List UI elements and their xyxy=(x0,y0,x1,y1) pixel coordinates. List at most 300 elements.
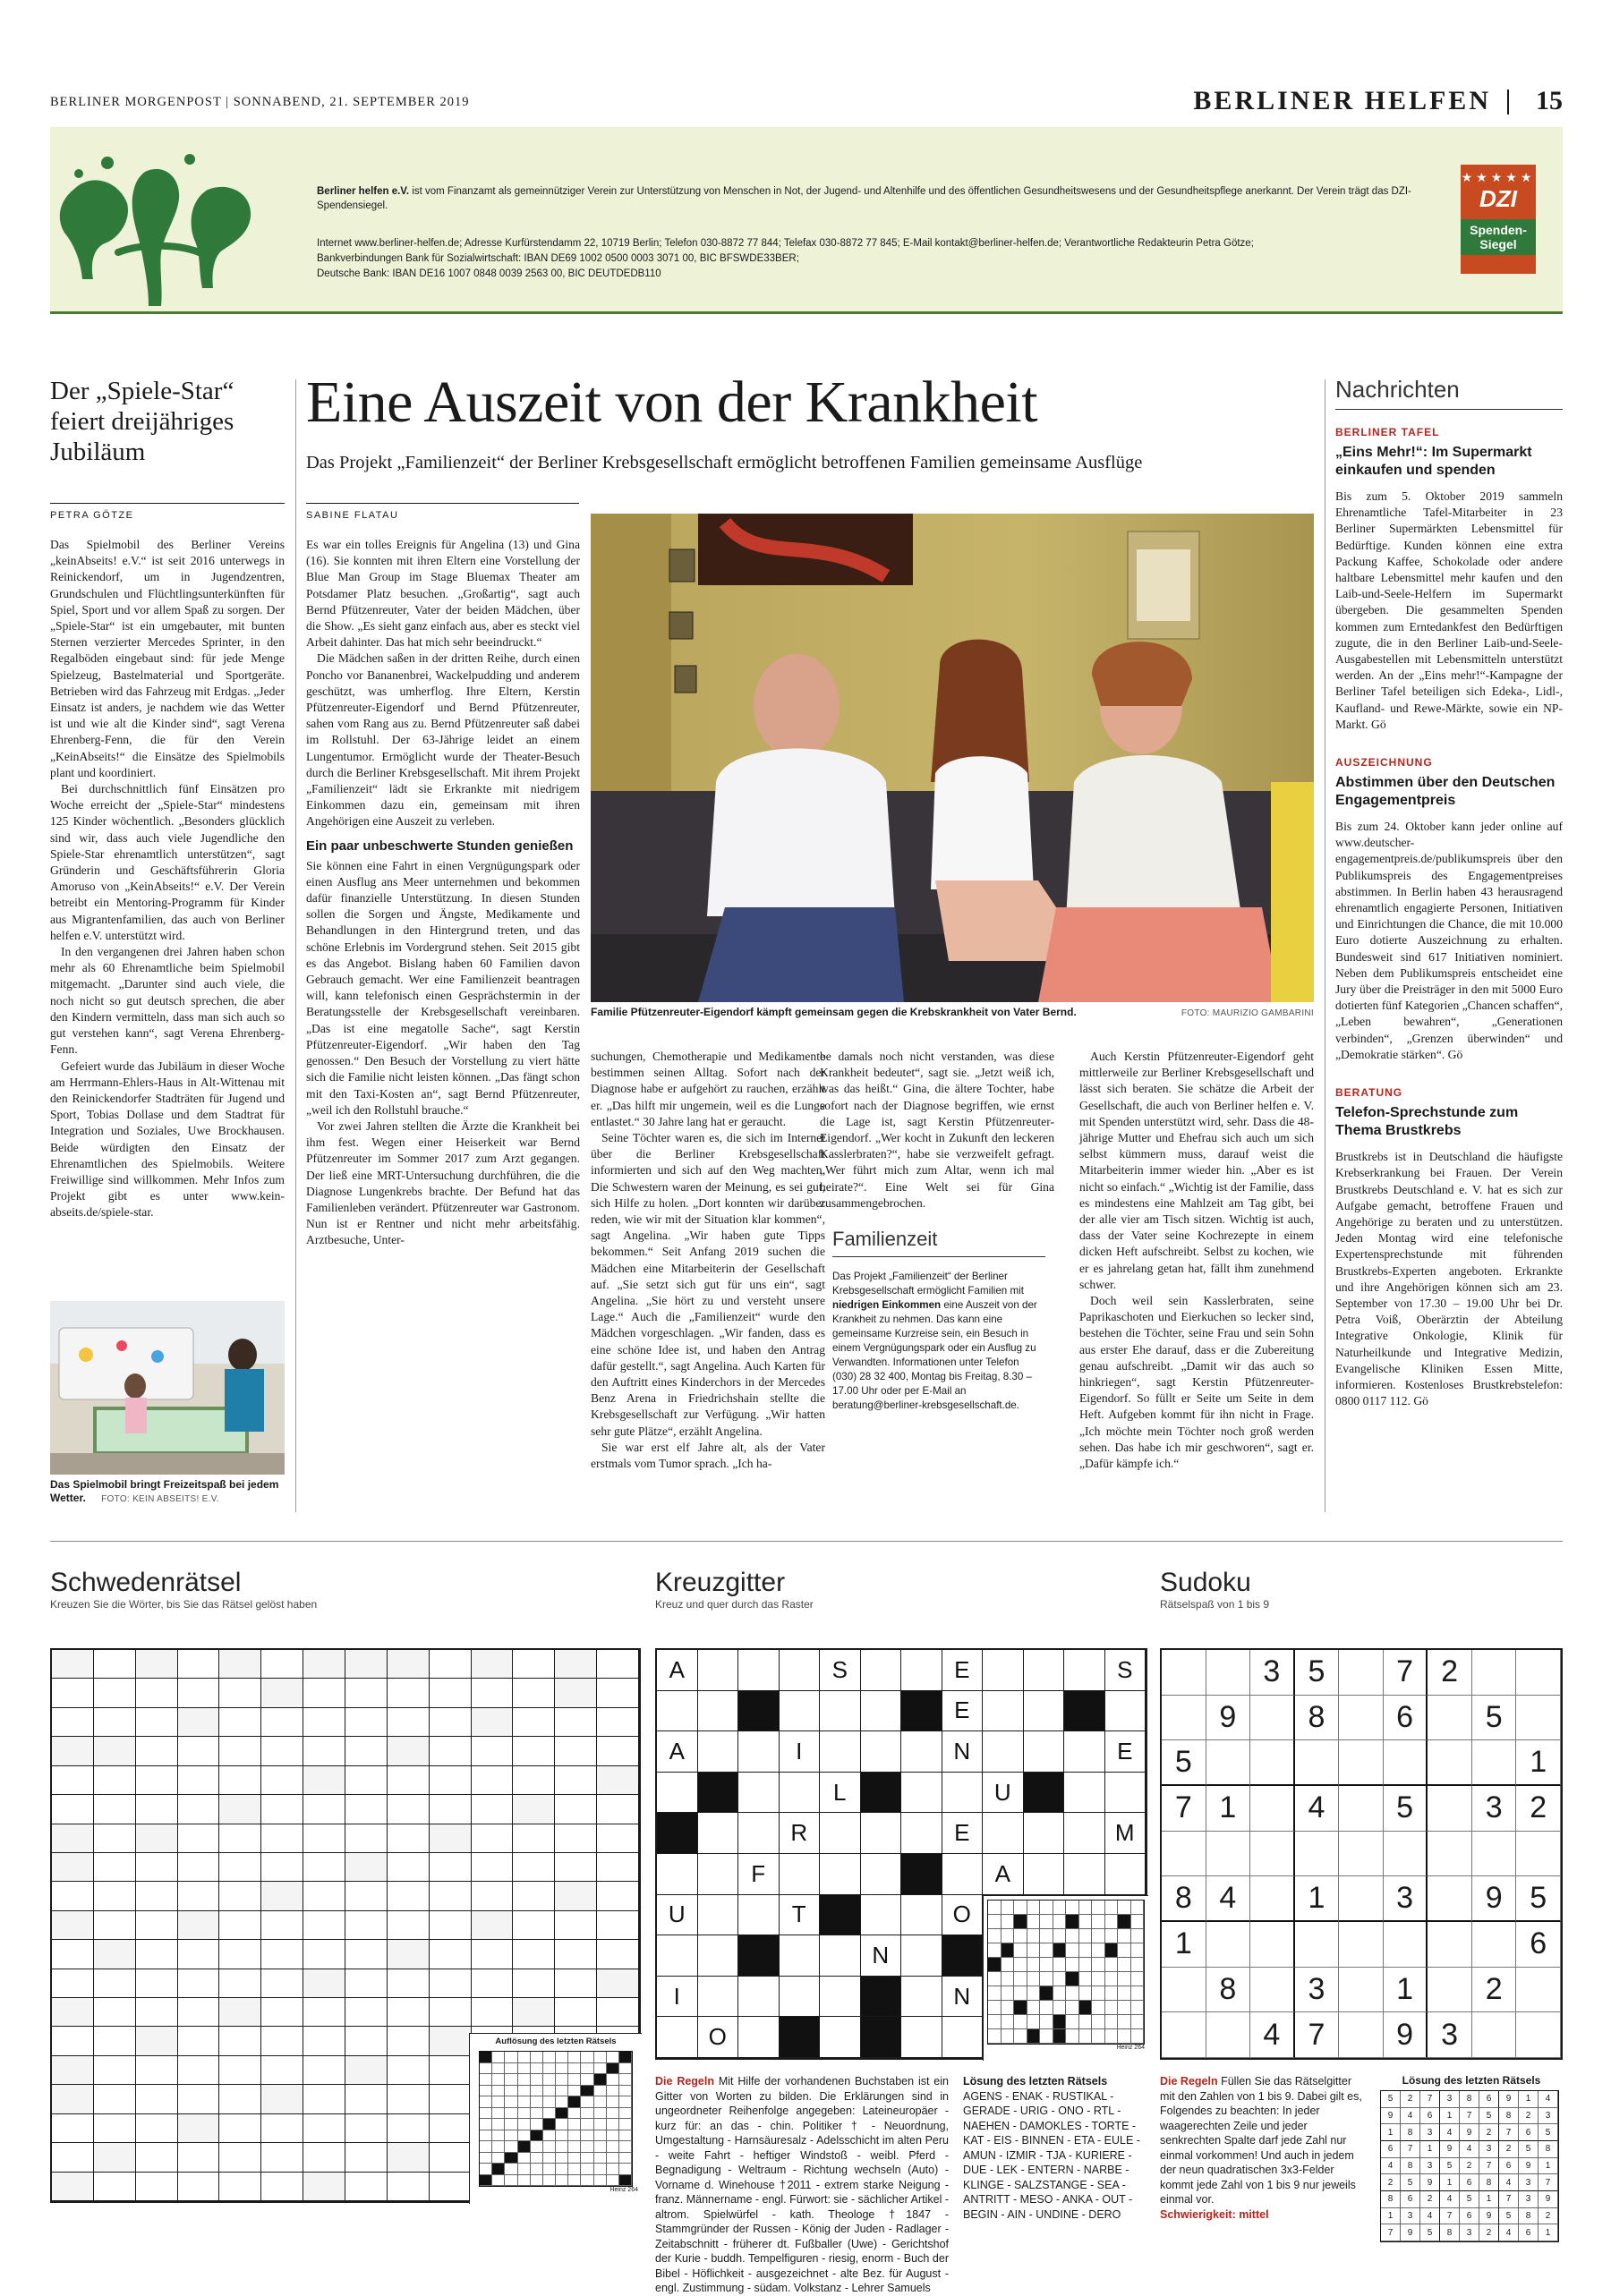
grid-cell[interactable] xyxy=(345,1708,388,1737)
grid-cell[interactable] xyxy=(303,1795,345,1824)
grid-cell[interactable] xyxy=(901,1813,942,1854)
grid-cell[interactable] xyxy=(555,1853,597,1882)
grid-cell[interactable] xyxy=(345,2027,388,2055)
grid-cell[interactable] xyxy=(52,1795,94,1824)
grid-cell[interactable] xyxy=(780,1773,821,1814)
sudoku-cell[interactable]: 5 xyxy=(1384,1786,1428,1832)
grid-cell[interactable] xyxy=(513,1737,555,1765)
grid-cell[interactable] xyxy=(136,1940,178,1969)
grid-cell[interactable] xyxy=(52,2027,94,2055)
grid-cell[interactable] xyxy=(261,1650,303,1679)
grid-cell[interactable] xyxy=(901,1650,942,1691)
grid-cell[interactable]: E xyxy=(942,1813,984,1854)
grid-cell[interactable] xyxy=(555,1737,597,1765)
grid-cell[interactable] xyxy=(261,1853,303,1882)
grid-cell[interactable] xyxy=(345,1940,388,1969)
grid-cell[interactable] xyxy=(219,2027,261,2055)
grid-cell[interactable] xyxy=(597,1708,639,1737)
grid-cell[interactable] xyxy=(430,2143,472,2172)
grid-cell[interactable] xyxy=(94,1650,136,1679)
grid-cell[interactable] xyxy=(698,1895,739,1936)
grid-cell[interactable] xyxy=(52,1679,94,1707)
grid-cell[interactable] xyxy=(1064,1813,1105,1854)
sudoku-cell[interactable] xyxy=(1384,1740,1428,1786)
grid-cell[interactable] xyxy=(555,1998,597,2027)
sudoku-cell[interactable]: 3 xyxy=(1384,1876,1428,1922)
grid-cell[interactable] xyxy=(388,1853,430,1882)
grid-cell[interactable] xyxy=(1064,1650,1105,1691)
sudoku-cell[interactable] xyxy=(1428,1740,1472,1786)
grid-cell[interactable] xyxy=(219,1824,261,1853)
sudoku-cell[interactable]: 7 xyxy=(1384,1650,1428,1696)
sudoku-cell[interactable]: 3 xyxy=(1250,1650,1295,1696)
grid-cell[interactable] xyxy=(136,1882,178,1910)
grid-cell[interactable] xyxy=(219,2056,261,2085)
grid-cell[interactable] xyxy=(136,1766,178,1795)
grid-cell[interactable] xyxy=(820,1854,861,1895)
grid-cell[interactable] xyxy=(942,1773,984,1814)
sudoku-cell[interactable] xyxy=(1339,1876,1384,1922)
grid-cell[interactable] xyxy=(94,2056,136,2085)
grid-cell[interactable] xyxy=(52,1969,94,1998)
grid-cell[interactable]: U xyxy=(983,1773,1024,1814)
grid-cell[interactable] xyxy=(430,2114,472,2143)
grid-cell[interactable] xyxy=(94,1679,136,1707)
grid-cell[interactable] xyxy=(983,1691,1024,1732)
grid-cell[interactable] xyxy=(657,2017,698,2058)
grid-cell[interactable] xyxy=(219,2173,261,2201)
grid-cell[interactable] xyxy=(472,1853,514,1882)
grid-cell[interactable] xyxy=(901,1731,942,1773)
grid-cell[interactable] xyxy=(219,2143,261,2172)
grid-cell[interactable] xyxy=(219,1969,261,1998)
sudoku-cell[interactable]: 1 xyxy=(1384,1968,1428,2013)
grid-cell[interactable] xyxy=(388,2173,430,2201)
sudoku-cell[interactable] xyxy=(1206,1740,1251,1786)
grid-cell[interactable]: O xyxy=(942,1895,984,1936)
sudoku-cell[interactable] xyxy=(1339,2012,1384,2058)
grid-cell[interactable] xyxy=(901,1935,942,1977)
grid-cell[interactable] xyxy=(52,1940,94,1969)
grid-cell[interactable] xyxy=(861,1691,902,1732)
grid-cell[interactable] xyxy=(94,1998,136,2027)
sudoku-cell[interactable] xyxy=(1162,1832,1206,1877)
sudoku-cell[interactable]: 1 xyxy=(1295,1876,1340,1922)
grid-cell[interactable] xyxy=(178,2056,220,2085)
grid-cell[interactable] xyxy=(1064,1773,1105,1814)
sudoku-cell[interactable]: 5 xyxy=(1472,1696,1517,1741)
grid-cell[interactable] xyxy=(303,1911,345,1940)
grid-cell[interactable] xyxy=(303,2085,345,2113)
sudoku-cell[interactable]: 9 xyxy=(1384,2012,1428,2058)
grid-cell[interactable] xyxy=(136,1969,178,1998)
grid-cell[interactable] xyxy=(136,1708,178,1737)
sudoku-cell[interactable] xyxy=(1428,1922,1472,1968)
sudoku-cell[interactable] xyxy=(1516,1696,1561,1741)
sudoku-cell[interactable] xyxy=(1162,1968,1206,2013)
grid-cell[interactable] xyxy=(430,1911,472,1940)
sudoku-cell[interactable] xyxy=(1206,1922,1251,1968)
grid-cell[interactable] xyxy=(1105,1854,1146,1895)
grid-cell[interactable] xyxy=(430,1969,472,1998)
grid-cell[interactable]: N xyxy=(861,1935,902,1977)
grid-cell[interactable]: E xyxy=(942,1650,984,1691)
grid-cell[interactable]: F xyxy=(738,1854,780,1895)
grid-cell[interactable] xyxy=(597,1911,639,1940)
grid-cell[interactable] xyxy=(219,1940,261,1969)
grid-cell[interactable] xyxy=(345,1998,388,2027)
grid-cell[interactable] xyxy=(136,1795,178,1824)
grid-cell[interactable] xyxy=(597,1650,639,1679)
grid-cell[interactable] xyxy=(388,1708,430,1737)
grid-cell[interactable] xyxy=(698,1935,739,1977)
grid-cell[interactable] xyxy=(657,1935,698,1977)
grid-cell[interactable] xyxy=(178,1737,220,1765)
grid-cell[interactable] xyxy=(430,2085,472,2113)
grid-cell[interactable] xyxy=(555,1940,597,1969)
grid-cell[interactable] xyxy=(472,1795,514,1824)
sudoku-cell[interactable]: 8 xyxy=(1206,1968,1251,2013)
grid-cell[interactable] xyxy=(388,1824,430,1853)
grid-cell[interactable] xyxy=(861,1895,902,1936)
grid-cell[interactable] xyxy=(597,1882,639,1910)
grid-cell[interactable] xyxy=(901,1773,942,1814)
sudoku-cell[interactable] xyxy=(1516,1650,1561,1696)
grid-cell[interactable] xyxy=(738,1813,780,1854)
grid-cell[interactable] xyxy=(219,1853,261,1882)
grid-cell[interactable] xyxy=(94,2027,136,2055)
grid-cell[interactable] xyxy=(94,1911,136,1940)
sudoku-cell[interactable] xyxy=(1428,1832,1472,1877)
grid-cell[interactable] xyxy=(780,1691,821,1732)
grid-cell[interactable] xyxy=(738,1731,780,1773)
grid-cell[interactable] xyxy=(430,1998,472,2027)
grid-cell[interactable] xyxy=(219,2085,261,2113)
grid-cell[interactable] xyxy=(597,1853,639,1882)
grid-cell[interactable] xyxy=(513,1969,555,1998)
grid-cell[interactable] xyxy=(430,1882,472,1910)
grid-cell[interactable] xyxy=(303,2056,345,2085)
grid-cell[interactable] xyxy=(698,1813,739,1854)
grid-cell[interactable] xyxy=(388,1766,430,1795)
grid-cell[interactable]: T xyxy=(780,1895,821,1936)
grid-cell[interactable] xyxy=(261,1998,303,2027)
grid-cell[interactable] xyxy=(94,2085,136,2113)
grid-cell[interactable]: O xyxy=(698,2017,739,2058)
grid-cell[interactable] xyxy=(178,1824,220,1853)
sudoku-cell[interactable] xyxy=(1472,1922,1517,1968)
grid-cell[interactable] xyxy=(388,2027,430,2055)
grid-cell[interactable]: E xyxy=(942,1691,984,1732)
grid-cell[interactable] xyxy=(261,1708,303,1737)
grid-cell[interactable] xyxy=(430,1853,472,1882)
grid-cell[interactable]: S xyxy=(820,1650,861,1691)
grid-cell[interactable] xyxy=(1024,1650,1065,1691)
grid-cell[interactable] xyxy=(388,1795,430,1824)
grid-cell[interactable] xyxy=(861,1731,902,1773)
grid-cell[interactable]: E xyxy=(1105,1731,1146,1773)
grid-cell[interactable] xyxy=(178,1998,220,2027)
grid-cell[interactable] xyxy=(94,1853,136,1882)
grid-cell[interactable] xyxy=(345,2173,388,2201)
sudoku-cell[interactable] xyxy=(1384,1922,1428,1968)
sudoku-cell[interactable]: 4 xyxy=(1295,1786,1340,1832)
grid-cell[interactable] xyxy=(52,1766,94,1795)
grid-cell[interactable] xyxy=(178,1650,220,1679)
grid-cell[interactable] xyxy=(597,1824,639,1853)
sudoku-cell[interactable] xyxy=(1295,1740,1340,1786)
sudoku-cell[interactable]: 8 xyxy=(1162,1876,1206,1922)
sudoku-cell[interactable] xyxy=(1339,1922,1384,1968)
grid-cell[interactable] xyxy=(178,1679,220,1707)
grid-cell[interactable] xyxy=(513,1853,555,1882)
sudoku-cell[interactable] xyxy=(1250,1740,1295,1786)
grid-cell[interactable] xyxy=(345,1911,388,1940)
grid-cell[interactable] xyxy=(657,1691,698,1732)
grid-cell[interactable] xyxy=(1064,1731,1105,1773)
grid-cell[interactable] xyxy=(136,1911,178,1940)
grid-cell[interactable] xyxy=(303,1737,345,1765)
sudoku-cell[interactable] xyxy=(1384,1832,1428,1877)
grid-cell[interactable]: R xyxy=(780,1813,821,1854)
sudoku-cell[interactable]: 4 xyxy=(1250,2012,1295,2058)
grid-cell[interactable] xyxy=(388,1998,430,2027)
sudoku-cell[interactable] xyxy=(1250,1696,1295,1741)
grid-cell[interactable] xyxy=(94,2173,136,2201)
sudoku-cell[interactable] xyxy=(1250,1876,1295,1922)
grid-cell[interactable] xyxy=(430,2056,472,2085)
grid-cell[interactable]: U xyxy=(657,1895,698,1936)
grid-cell[interactable] xyxy=(219,2114,261,2143)
sudoku-cell[interactable]: 3 xyxy=(1295,1968,1340,2013)
grid-cell[interactable] xyxy=(820,1977,861,2018)
grid-cell[interactable] xyxy=(345,1824,388,1853)
grid-cell[interactable] xyxy=(94,1766,136,1795)
grid-cell[interactable] xyxy=(698,1650,739,1691)
sudoku-cell[interactable] xyxy=(1428,1968,1472,2013)
grid-cell[interactable] xyxy=(983,1650,1024,1691)
sudoku-cell[interactable] xyxy=(1339,1832,1384,1877)
sudoku-cell[interactable]: 4 xyxy=(1206,1876,1251,1922)
sudoku-cell[interactable] xyxy=(1250,1922,1295,1968)
grid-cell[interactable] xyxy=(178,2085,220,2113)
grid-cell[interactable] xyxy=(178,2027,220,2055)
grid-cell[interactable] xyxy=(698,1691,739,1732)
sudoku-cell[interactable] xyxy=(1206,2012,1251,2058)
grid-cell[interactable] xyxy=(555,1795,597,1824)
grid-cell[interactable] xyxy=(738,1977,780,2018)
grid-cell[interactable] xyxy=(345,1737,388,1765)
sudoku-cell[interactable]: 5 xyxy=(1162,1740,1206,1786)
grid-cell[interactable] xyxy=(1105,1773,1146,1814)
grid-cell[interactable] xyxy=(261,1795,303,1824)
grid-cell[interactable] xyxy=(698,1977,739,2018)
grid-cell[interactable] xyxy=(430,1737,472,1765)
grid-cell[interactable] xyxy=(472,1940,514,1969)
grid-cell[interactable] xyxy=(261,2056,303,2085)
grid-cell[interactable] xyxy=(861,1650,902,1691)
grid-cell[interactable] xyxy=(261,1911,303,1940)
sudoku-cell[interactable] xyxy=(1162,2012,1206,2058)
grid-cell[interactable] xyxy=(1024,1813,1065,1854)
grid-cell[interactable] xyxy=(942,1854,984,1895)
grid-cell[interactable] xyxy=(901,1977,942,2018)
sudoku-cell[interactable] xyxy=(1472,1832,1517,1877)
grid-cell[interactable] xyxy=(983,1813,1024,1854)
grid-cell[interactable] xyxy=(94,2114,136,2143)
grid-cell[interactable] xyxy=(472,1998,514,2027)
grid-cell[interactable] xyxy=(52,1708,94,1737)
grid-cell[interactable] xyxy=(738,1650,780,1691)
grid-cell[interactable] xyxy=(472,1679,514,1707)
grid-cell[interactable] xyxy=(345,2085,388,2113)
grid-cell[interactable] xyxy=(94,1708,136,1737)
grid-cell[interactable]: S xyxy=(1105,1650,1146,1691)
grid-cell[interactable] xyxy=(820,2017,861,2058)
grid-cell[interactable] xyxy=(472,1766,514,1795)
grid-cell[interactable] xyxy=(345,1679,388,1707)
sudoku-cell[interactable]: 9 xyxy=(1206,1696,1251,1741)
sudoku-cell[interactable] xyxy=(1295,1832,1340,1877)
sudoku-cell[interactable]: 5 xyxy=(1295,1650,1340,1696)
grid-cell[interactable]: A xyxy=(983,1854,1024,1895)
sudoku-cell[interactable]: 1 xyxy=(1516,1740,1561,1786)
grid-cell[interactable] xyxy=(472,1969,514,1998)
grid-cell[interactable] xyxy=(52,1882,94,1910)
grid-cell[interactable]: I xyxy=(657,1977,698,2018)
grid-cell[interactable] xyxy=(555,1824,597,1853)
grid-cell[interactable] xyxy=(261,1737,303,1765)
grid-cell[interactable] xyxy=(555,1766,597,1795)
grid-cell[interactable] xyxy=(698,1854,739,1895)
sudoku-cell[interactable] xyxy=(1162,1696,1206,1741)
grid-cell[interactable] xyxy=(738,1773,780,1814)
grid-cell[interactable] xyxy=(472,1824,514,1853)
sudoku-cell[interactable] xyxy=(1295,1922,1340,1968)
grid-cell[interactable]: A xyxy=(657,1731,698,1773)
sudoku-cell[interactable]: 7 xyxy=(1295,2012,1340,2058)
sudoku-cell[interactable] xyxy=(1428,1876,1472,1922)
grid-cell[interactable] xyxy=(178,1795,220,1824)
grid-cell[interactable] xyxy=(820,1935,861,1977)
grid-cell[interactable] xyxy=(219,1708,261,1737)
grid-cell[interactable] xyxy=(388,1969,430,1998)
grid-cell[interactable] xyxy=(94,1969,136,1998)
grid-cell[interactable] xyxy=(1064,1854,1105,1895)
grid-cell[interactable]: M xyxy=(1105,1813,1146,1854)
grid-cell[interactable] xyxy=(513,1824,555,1853)
sudoku-cell[interactable]: 3 xyxy=(1428,2012,1472,2058)
sudoku-cell[interactable] xyxy=(1206,1650,1251,1696)
sudoku-cell[interactable] xyxy=(1428,1696,1472,1741)
grid-cell[interactable] xyxy=(1024,1854,1065,1895)
grid-cell[interactable] xyxy=(780,1935,821,1977)
grid-cell[interactable] xyxy=(780,1650,821,1691)
grid-cell[interactable] xyxy=(388,1911,430,1940)
grid-cell[interactable] xyxy=(303,1998,345,2027)
sudoku-cell[interactable] xyxy=(1339,1968,1384,2013)
grid-cell[interactable] xyxy=(820,1691,861,1732)
sudoku-cell[interactable] xyxy=(1516,1832,1561,1877)
sudoku-cell[interactable] xyxy=(1339,1786,1384,1832)
grid-cell[interactable] xyxy=(261,1940,303,1969)
grid-cell[interactable] xyxy=(303,1824,345,1853)
grid-cell[interactable] xyxy=(388,2114,430,2143)
grid-cell[interactable] xyxy=(597,1679,639,1707)
grid-cell[interactable] xyxy=(820,1813,861,1854)
grid-cell[interactable] xyxy=(597,1998,639,2027)
sudoku-cell[interactable]: 8 xyxy=(1295,1696,1340,1741)
grid-cell[interactable] xyxy=(303,2027,345,2055)
grid-cell[interactable] xyxy=(136,2173,178,2201)
sudoku-cell[interactable] xyxy=(1162,1650,1206,1696)
grid-cell[interactable] xyxy=(1024,1691,1065,1732)
grid-cell[interactable] xyxy=(430,1795,472,1824)
grid-cell[interactable] xyxy=(861,1854,902,1895)
grid-cell[interactable] xyxy=(178,1853,220,1882)
grid-cell[interactable] xyxy=(136,1737,178,1765)
sudoku-cell[interactable]: 2 xyxy=(1472,1968,1517,2013)
grid-cell[interactable] xyxy=(219,1911,261,1940)
grid-cell[interactable] xyxy=(261,1824,303,1853)
sudoku-cell[interactable] xyxy=(1472,1740,1517,1786)
grid-cell[interactable] xyxy=(983,1731,1024,1773)
grid-cell[interactable] xyxy=(345,2143,388,2172)
sudoku-cell[interactable]: 9 xyxy=(1472,1876,1517,1922)
grid-cell[interactable] xyxy=(1105,1691,1146,1732)
grid-cell[interactable] xyxy=(597,1940,639,1969)
grid-cell[interactable] xyxy=(901,1895,942,1936)
grid-cell[interactable] xyxy=(555,1708,597,1737)
sudoku-cell[interactable] xyxy=(1206,1832,1251,1877)
grid-cell[interactable] xyxy=(261,2143,303,2172)
grid-cell[interactable] xyxy=(942,2017,984,2058)
grid-cell[interactable] xyxy=(136,2056,178,2085)
sudoku-cell[interactable]: 7 xyxy=(1162,1786,1206,1832)
sudoku-cell[interactable] xyxy=(1428,1786,1472,1832)
grid-cell[interactable] xyxy=(178,2143,220,2172)
sudoku-grid[interactable] xyxy=(1160,1648,1563,2060)
sudoku-cell[interactable] xyxy=(1472,1650,1517,1696)
grid-cell[interactable] xyxy=(345,1795,388,1824)
sudoku-cell[interactable]: 6 xyxy=(1516,1922,1561,1968)
grid-cell[interactable] xyxy=(178,1940,220,1969)
sudoku-cell[interactable]: 1 xyxy=(1162,1922,1206,1968)
sudoku-cell[interactable] xyxy=(1339,1740,1384,1786)
grid-cell[interactable] xyxy=(430,2173,472,2201)
grid-cell[interactable] xyxy=(219,1766,261,1795)
grid-cell[interactable] xyxy=(472,1737,514,1765)
grid-cell[interactable] xyxy=(136,2114,178,2143)
grid-cell[interactable] xyxy=(472,1882,514,1910)
grid-cell[interactable] xyxy=(513,1911,555,1940)
grid-cell[interactable] xyxy=(219,1679,261,1707)
grid-cell[interactable] xyxy=(513,1679,555,1707)
grid-cell[interactable]: A xyxy=(657,1650,698,1691)
sudoku-cell[interactable] xyxy=(1339,1696,1384,1741)
grid-cell[interactable] xyxy=(657,1854,698,1895)
grid-cell[interactable] xyxy=(303,1940,345,1969)
grid-cell[interactable] xyxy=(430,1650,472,1679)
grid-cell[interactable] xyxy=(698,1731,739,1773)
grid-cell[interactable] xyxy=(178,1969,220,1998)
grid-cell[interactable] xyxy=(219,1882,261,1910)
grid-cell[interactable] xyxy=(94,1824,136,1853)
grid-cell[interactable] xyxy=(136,2143,178,2172)
grid-cell[interactable] xyxy=(388,1882,430,1910)
grid-cell[interactable] xyxy=(345,1969,388,1998)
grid-cell[interactable] xyxy=(345,1766,388,1795)
